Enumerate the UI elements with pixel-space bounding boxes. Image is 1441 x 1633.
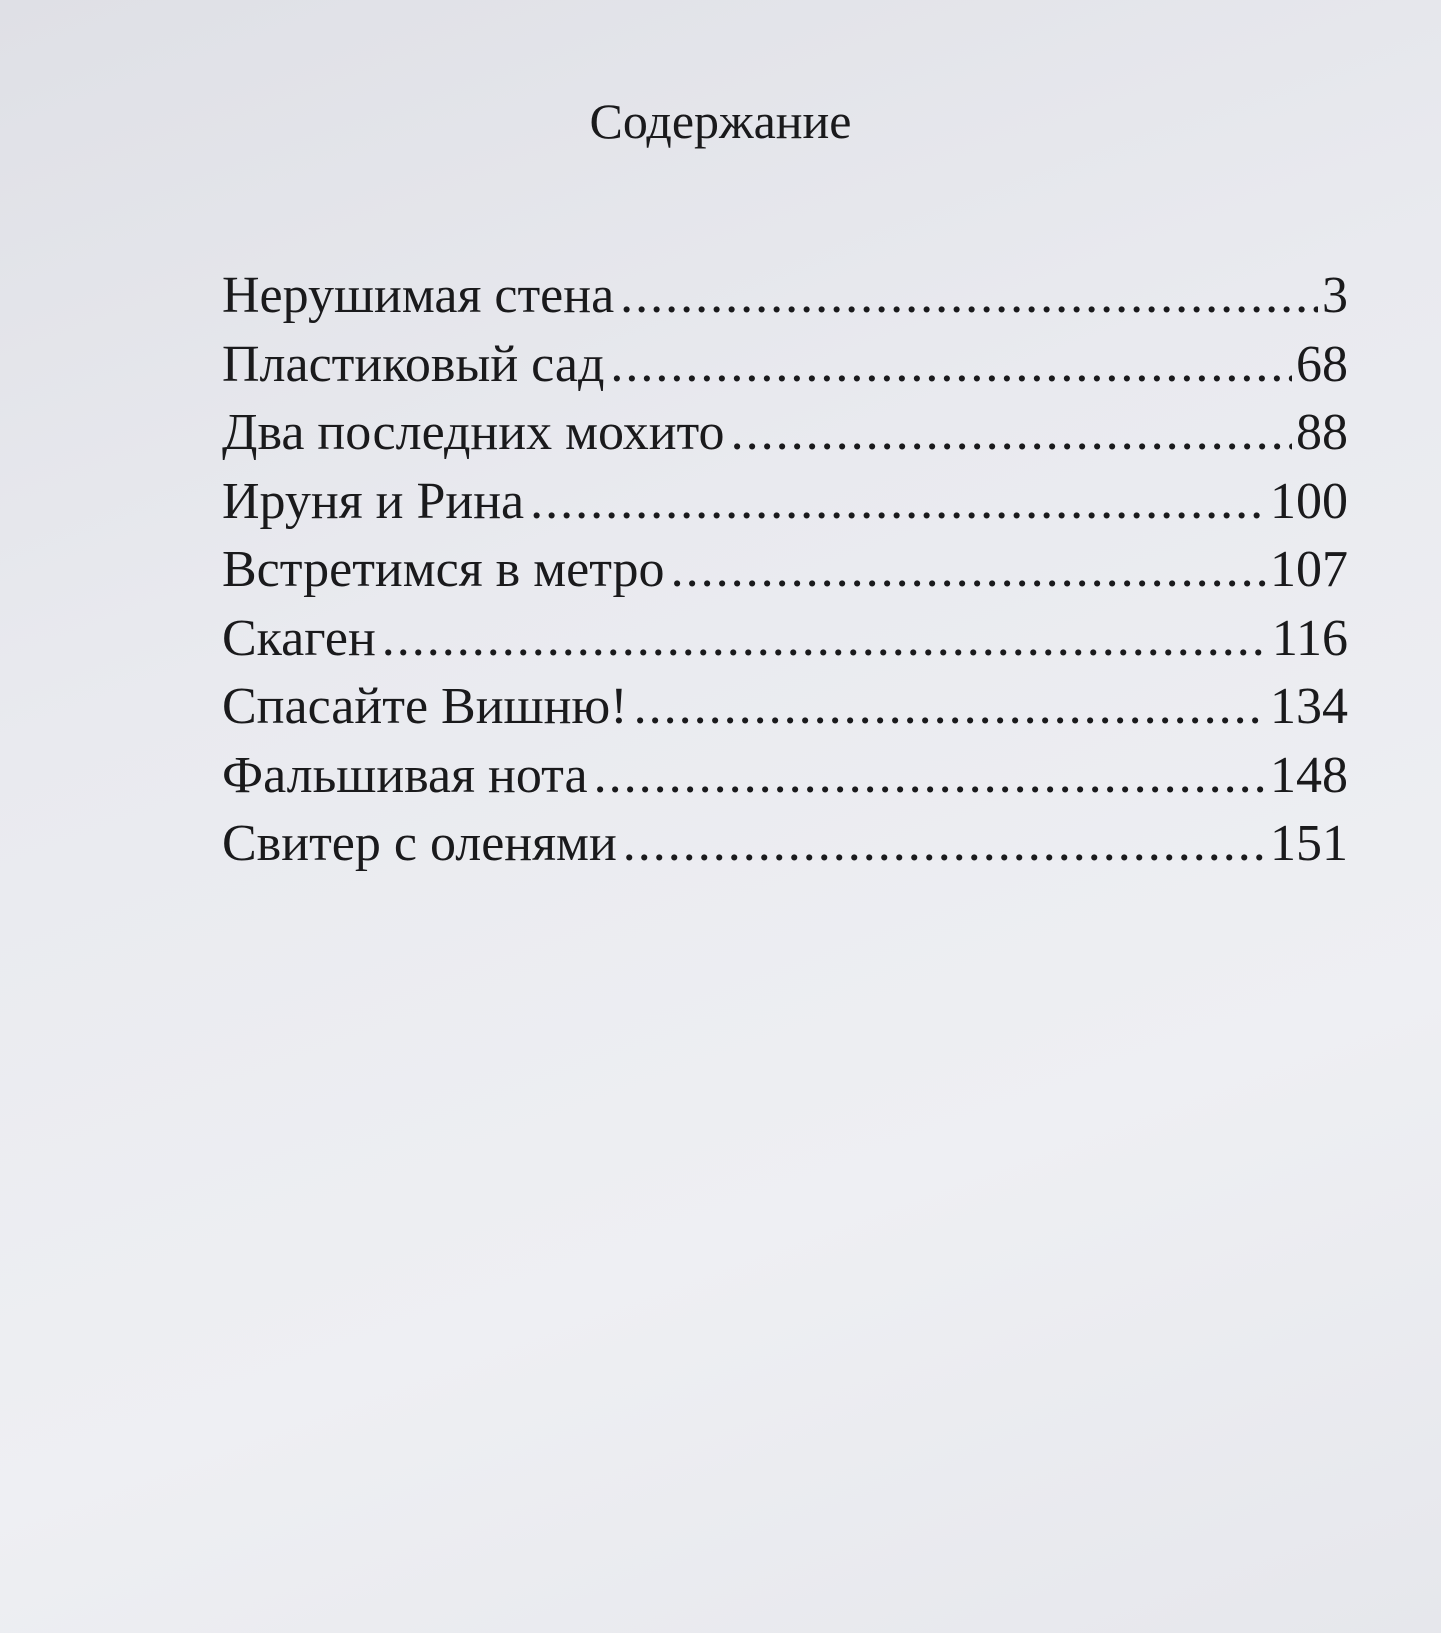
toc-entry-page: 100 — [1270, 472, 1348, 530]
toc-entry-title: Спасайте Вишню! — [222, 678, 628, 735]
toc-entry-title: Ируня и Рина — [222, 472, 525, 530]
toc-entry-page: 134 — [1270, 678, 1348, 735]
toc-entry — [222, 331, 1348, 400]
table-of-contents — [222, 262, 1348, 879]
dot-leader — [382, 605, 1268, 674]
toc-entry-title: Свитер с оленями — [222, 815, 617, 872]
toc-entry-page: 3 — [1322, 267, 1348, 324]
toc-entry-title: Фальшивая нота — [222, 746, 588, 804]
dot-leader — [623, 810, 1266, 879]
toc-entry — [222, 468, 1348, 537]
toc-entry-page: 116 — [1271, 609, 1348, 667]
toc-entry — [222, 536, 1348, 605]
dot-leader — [731, 399, 1292, 468]
toc-entry-page: 88 — [1296, 404, 1348, 461]
toc-entry — [222, 605, 1348, 674]
dot-leader — [620, 262, 1318, 331]
toc-entry-page: 107 — [1270, 541, 1348, 598]
toc-entry-page: 151 — [1270, 815, 1348, 872]
dot-leader — [634, 673, 1266, 742]
dot-leader — [594, 742, 1266, 811]
toc-entry — [222, 810, 1348, 879]
toc-entry — [222, 673, 1348, 742]
toc-entry-title: Два последних мохито — [222, 404, 725, 461]
toc-entry-page: 68 — [1296, 335, 1348, 393]
dot-leader — [671, 536, 1266, 605]
dot-leader — [610, 331, 1292, 400]
toc-entry-title: Скаген — [222, 609, 376, 667]
toc-entry — [222, 262, 1348, 331]
page-title: Содержание — [589, 93, 852, 149]
toc-entry-title: Встретимся в метро — [222, 541, 665, 598]
toc-entry-page: 148 — [1270, 746, 1348, 804]
toc-entry-title: Пластиковый сад — [222, 335, 605, 393]
toc-entry — [222, 399, 1348, 468]
toc-entry-title: Нерушимая стена — [222, 267, 615, 324]
dot-leader — [530, 468, 1266, 537]
toc-entry — [222, 742, 1348, 811]
